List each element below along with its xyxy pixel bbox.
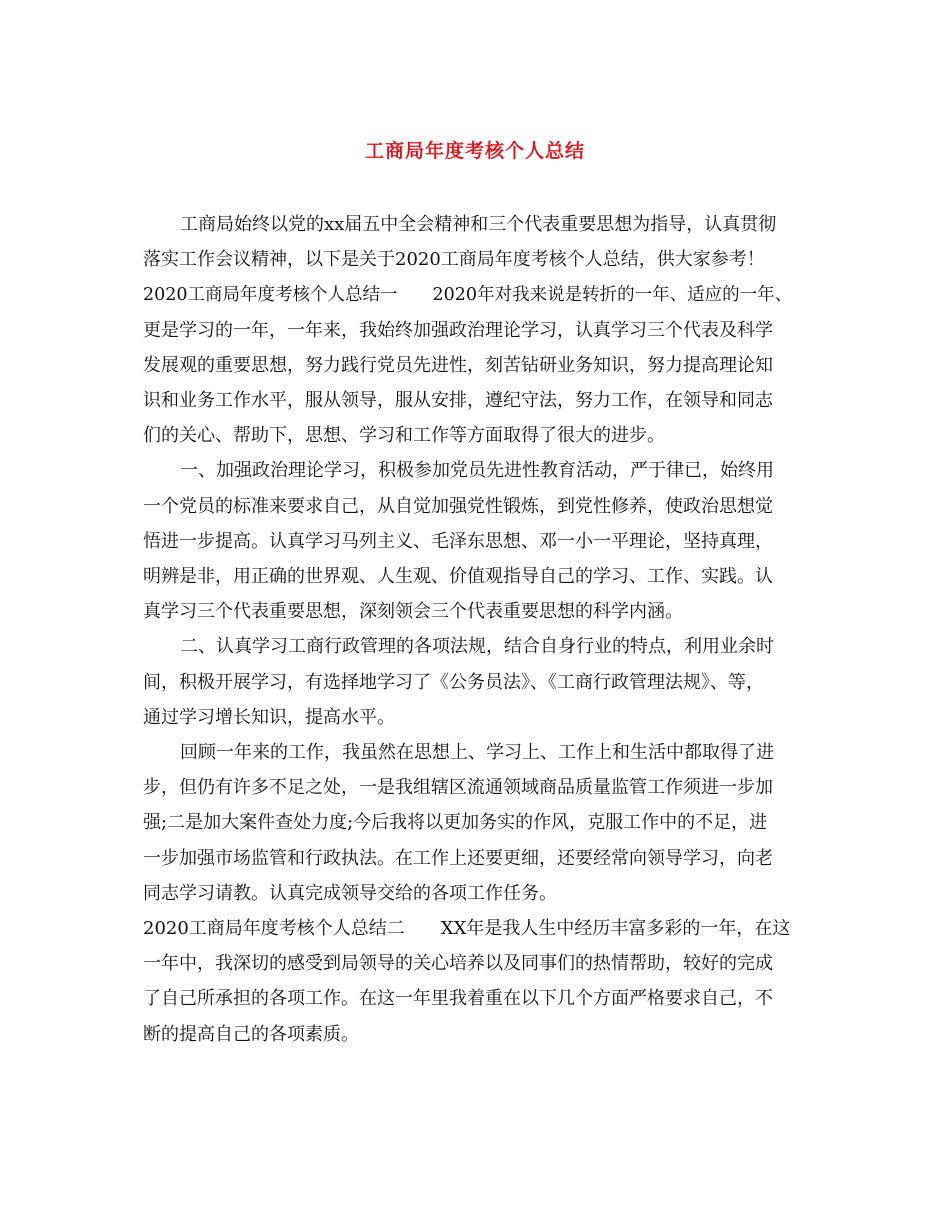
- body-line: 步，但仍有许多不足之处，一是我组辖区流通领域商品质量监管工作须进一步加: [143, 777, 773, 799]
- body-line: 间，积极开展学习，有选择地学习了《公务员法》、《工商行政管理法规》、等，: [143, 671, 764, 693]
- body-line: 悟进一步提高。认真学习马列主义、毛泽东思想、邓一小一平理论，坚持真理，: [143, 530, 773, 552]
- body-line: 2020工商局年度考核个人总结一 2020年对我来说是转折的一年、适应的一年、: [143, 285, 793, 306]
- body-line: 落实工作会议精神，以下是关于2020工商局年度考核个人总结，供大家参考！: [143, 249, 765, 271]
- body-line: 强;二是加大案件查处力度;今后我将以更加务实的作风，克服工作中的不足，进: [143, 812, 768, 834]
- body-line: 二、认真学习工商行政管理的各项法规，结合自身行业的特点，利用业余时: [180, 636, 774, 658]
- body-line: 发展观的重要思想，努力践行党员先进性，刻苦钻研业务知识，努力提高理论知: [143, 354, 773, 376]
- body-line: 明辨是非，用正确的世界观、人生观、价值观指导自己的学习、工作、实践。认: [143, 566, 773, 587]
- body-line: 了自己所承担的各项工作。在这一年里我着重在以下几个方面严格要求自己，不: [143, 988, 773, 1010]
- body-line: 一个党员的标准来要求自己，从自觉加强党性锻炼，到党性修养，使政治思想觉: [143, 495, 773, 517]
- body-line: 工商局始终以党的xx届五中全会精神和三个代表重要思想为指导，认真贯彻: [180, 214, 777, 235]
- body-line: 们的关心、帮助下，思想、学习和工作等方面取得了很大的进步。: [143, 425, 665, 447]
- body-line: 一年中，我深切的感受到局领导的关心培养以及同事们的热情帮助，较好的完成: [143, 953, 773, 975]
- body-line: 识和业务工作水平，服从领导，服从安排，遵纪守法，努力工作，在领导和同志: [143, 390, 773, 411]
- body-line: 断的提高自己的各项素质。: [143, 1023, 359, 1045]
- body-line: 真学习三个代表重要思想，深刻领会三个代表重要思想的科学内涵。: [143, 601, 683, 623]
- body-line: 一步加强市场监管和行政执法。在工作上还要更细，还要经常向领导学习，向老: [143, 847, 773, 869]
- body-line: 通过学习增长知识，提高水平。: [143, 706, 395, 728]
- body-line: 回顾一年来的工作，我虽然在思想上、学习上、工作上和生活中都取得了进: [180, 742, 774, 763]
- body-line: 2020工商局年度考核个人总结二 XX年是我人生中经历丰富多彩的一年，在这: [143, 918, 791, 939]
- body-line: 一、加强政治理论学习，积极参加党员先进性教育活动，严于律已，始终用: [180, 460, 774, 482]
- body-line: 更是学习的一年，一年来，我始终加强政治理论学习，认真学习三个代表及科学: [143, 319, 773, 341]
- body-line: 同志学习请教。认真完成领导交给的各项工作任务。: [143, 882, 557, 904]
- document-title: 工商局年度考核个人总结: [364, 140, 585, 162]
